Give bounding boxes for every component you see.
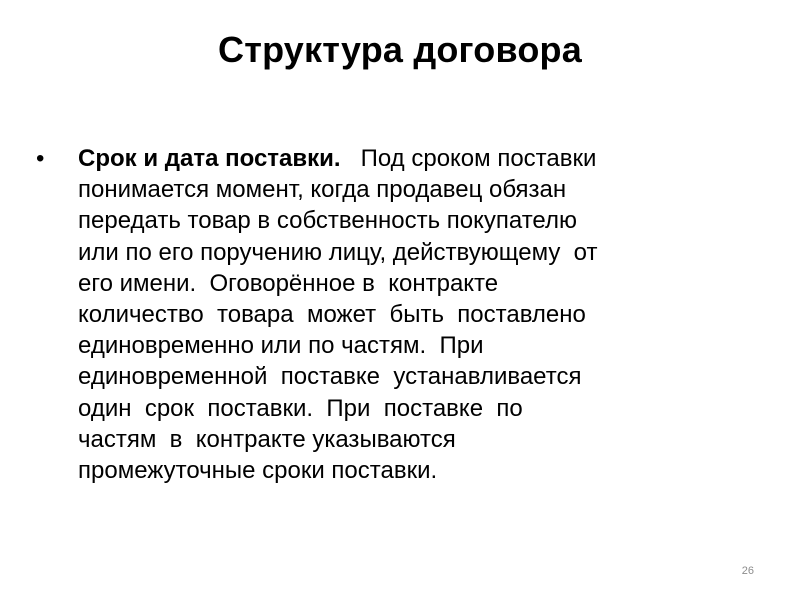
- slide-content: [36, 143, 766, 486]
- bullet-line-2: понимается момент, когда продавец обязан: [78, 176, 567, 204]
- bullet-lead: Срок и дата поставки.: [78, 145, 341, 172]
- bullet-marker: •: [36, 145, 45, 172]
- bullet-line-11: промежуточные сроки поставки.: [78, 457, 438, 485]
- bullet-line-3: передать товар в собственность покупателю: [78, 207, 577, 235]
- bullet-line-9: один срок поставки. При поставке по: [78, 394, 523, 422]
- slide-title: Структура договора: [218, 29, 582, 70]
- bullet-text: [78, 143, 766, 486]
- bullet-line-5: его имени. Оговорённое в контракте: [78, 269, 499, 297]
- bullet-line-6: количество товара может быть поставлено: [78, 301, 586, 329]
- page-number: 26: [741, 565, 754, 577]
- bullet-line-text: Под сроком поставки: [340, 145, 597, 172]
- bullet-line-10: частям в контракте указываются: [78, 425, 456, 453]
- bullet-line-1: [78, 143, 766, 174]
- bullet-line-4: или по его поручению лицу, действующему от: [78, 238, 598, 266]
- bullet-item: [36, 143, 766, 486]
- bullet-line-8: единовременной поставке устанавливается: [78, 363, 582, 391]
- bullet-line-7: единовременно или по частям. При: [78, 332, 484, 360]
